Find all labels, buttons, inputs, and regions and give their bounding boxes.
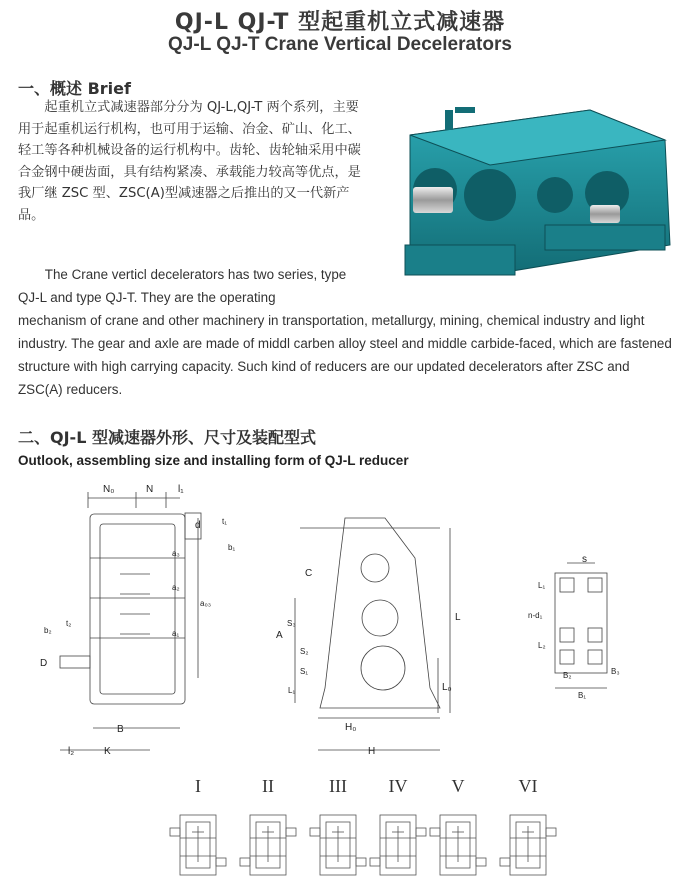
dimension-drawings <box>0 478 680 768</box>
assembly-form-sketch <box>310 815 366 875</box>
brief-text-english <box>18 263 673 401</box>
brief-cn-paragraph: 起重机立式减速器部分分为 QJ-L,QJ-T 两个系列，主要用于起重机运行机构，也可用于运输、冶金、矿山、化工、轻工等各种机械设备的运行机构中。齿轮、齿轮轴采用中碳合金钢中硬齿面，具有结构紧凑、承载能力较高等优点，是我厂继 ZSC 型、ZSC(A)型减速器之后推出的又一代新产品。 <box>18 100 361 223</box>
dim-B2: B₂ <box>563 671 572 680</box>
assembly-form-label: VI <box>518 776 538 796</box>
dim-L1-right: L₁ <box>538 581 546 590</box>
dim-t1: t₁ <box>222 517 227 526</box>
dim-L: L <box>455 612 461 623</box>
dim-n: N <box>146 484 154 495</box>
dim-a3: a₃ <box>172 549 180 558</box>
assembly-form-label: I <box>195 776 201 796</box>
dim-t2: t₂ <box>66 619 72 628</box>
brief-en-rest: mechanism of crane and other machinery in transportation, metallurgy, mining, chemical industry and light industry. The gear and axle are made of middl carben alloy steel and middle carbide-faced, which are fastened structure with high carrying capacity. Such kind of reducers are our updated decelerators after ZSC and ZSC(A) reducers. <box>18 313 672 397</box>
assembly-form-sketch <box>430 815 486 875</box>
dim-s: s <box>582 554 587 565</box>
dim-a2: a₂ <box>172 583 180 592</box>
dim-l2: l₂ <box>68 746 75 757</box>
section1-heading: 一、概述 Brief <box>18 79 131 98</box>
dim-L1: L₁ <box>288 686 296 695</box>
assembly-form-sketch <box>170 815 226 875</box>
dim-B: B <box>117 724 124 735</box>
assembly-form-label: IV <box>388 776 408 796</box>
assembly-form-label: V <box>451 776 465 796</box>
dim-l1: l₁ <box>178 484 184 495</box>
dim-L2: L₂ <box>538 641 546 650</box>
assembly-form-label: III <box>329 776 347 796</box>
dim-H: H <box>368 746 376 757</box>
dim-L0: L₀ <box>442 682 452 693</box>
dim-S1: S₁ <box>300 667 309 676</box>
dim-n0: N₀ <box>103 484 115 495</box>
dim-D: D <box>40 658 48 669</box>
dim-nd1: n-d₁ <box>528 611 543 620</box>
dim-B3: B₃ <box>611 667 620 676</box>
dim-S2: S₂ <box>300 647 309 656</box>
section2-subheading: Outlook, assembling size and installing form of QJ-L reducer <box>18 453 409 468</box>
assembly-form-label: II <box>262 776 274 796</box>
reducer-photo <box>395 95 680 280</box>
dim-A: A <box>276 630 283 641</box>
dim-K: K <box>104 746 111 757</box>
dim-b2: b₂ <box>44 626 52 635</box>
assembly-form-sketch <box>370 815 426 875</box>
title-english: QJ-L QJ-T Crane Vertical Decelerators <box>168 34 512 55</box>
brief-en-first: The Crane verticl decelerators has two series, type QJ-L and type QJ-T. They are the operating <box>18 267 347 305</box>
dim-B1: B₁ <box>578 691 587 700</box>
assembly-form-sketch <box>240 815 296 875</box>
dim-b1: b₁ <box>228 543 236 552</box>
title-chinese: QJ-L QJ-T 型起重机立式减速器 <box>174 10 506 35</box>
assembly-form-sketch <box>500 815 556 875</box>
dim-d: d <box>195 520 201 531</box>
dim-S3: S₃ <box>287 619 296 628</box>
brief-text-chinese <box>18 97 363 226</box>
dim-a1: a₁ <box>172 629 180 638</box>
dim-C: C <box>305 568 313 579</box>
section2-heading: 二、QJ-L 型减速器外形、尺寸及装配型式 <box>18 428 316 447</box>
assembly-forms <box>0 770 680 893</box>
dim-H0: H₀ <box>345 722 357 733</box>
dim-a03: a₀₃ <box>200 599 212 608</box>
